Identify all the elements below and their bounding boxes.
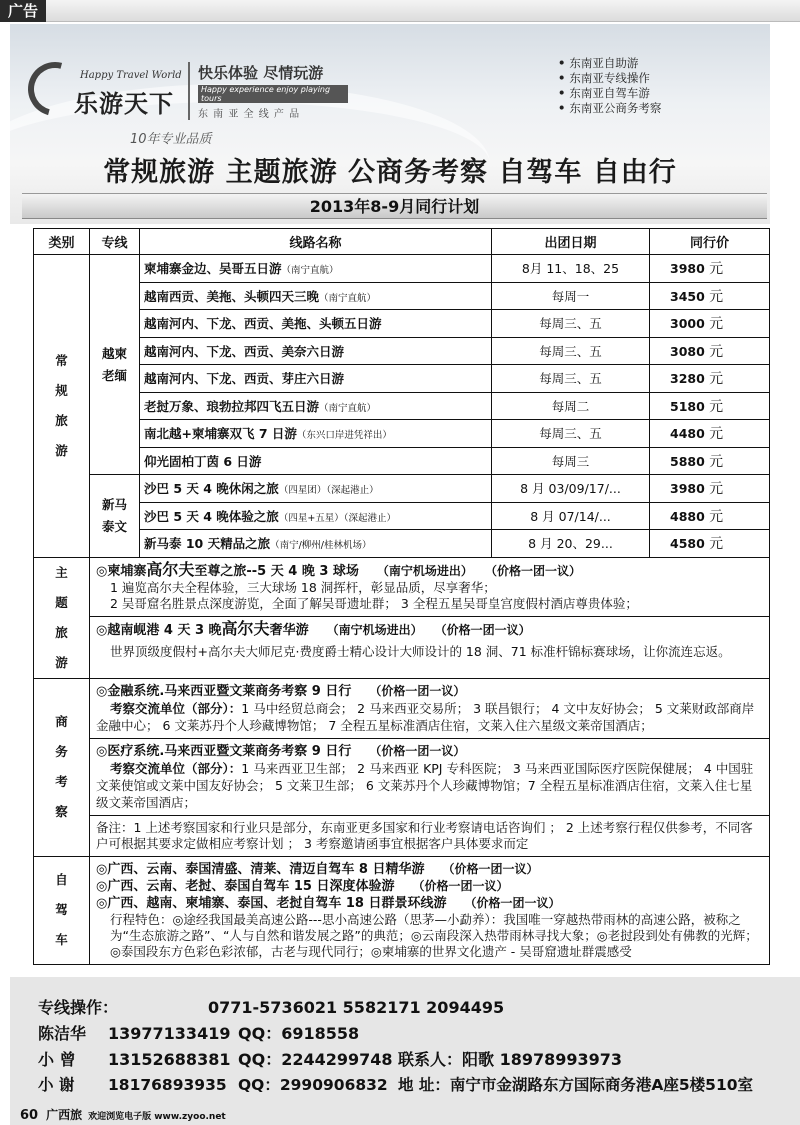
departure-date: 每周三、五 [492,310,650,338]
table-row [34,282,770,310]
route-name: 柬埔寨金边、吴哥五日游（南宁直航） [140,255,492,283]
theme-title-1: ◎柬埔寨高尔夫至尊之旅--5 天 4 晚 3 球场 （南宁机场进出） （价格一团一议） [96,559,581,579]
page-footer [20,1106,320,1123]
route-name: 越南西贡、美拖、头顿四天三晚（南宁直航） [140,282,492,310]
header-line: 专线 [90,229,140,255]
table-row [34,392,770,420]
logo-chinese: 乐游天下 [74,90,174,118]
category-selfdrive: 自 驾 车 [34,856,90,964]
peer-price: 5880 元 [650,447,770,475]
departure-date: 8 月 20、29... [492,530,650,558]
departure-date: 每周三、五 [492,337,650,365]
slogan-sub: 东 南 亚 全 线 产 品 [198,109,301,120]
header-route: 线路名称 [140,229,492,255]
service-item: • 东南亚公商务考察 [558,101,661,116]
theme-detail-2: 2 吴哥窟名胜景点深度游览，全面了解吴哥遗址群； 3 全程五星吴哥皇宫度假村酒店尊贵体验； [110,595,638,611]
departure-date: 每周二 [492,392,650,420]
table-row [34,447,770,475]
selfdrive-section [34,856,770,964]
departure-date: 每周三 [492,447,650,475]
peer-price: 5180 元 [650,392,770,420]
slogan-main: 快乐体验 尽情玩游 [198,64,324,82]
contact-row-2: 小 曾 13152688381 QQ：2244299748 联系人：阳歌 18978993973 [38,1050,623,1069]
departure-date: 8 月 03/09/17/... [492,475,650,503]
peer-price: 3280 元 [650,365,770,393]
header-category: 类别 [34,229,90,255]
page-number: 60 [20,1108,39,1123]
selfdrive-route-1: ◎广西、云南、泰国清盛、清莱、清迈自驾车 8 日精华游 （价格一团一议） [96,861,539,877]
peer-price: 4480 元 [650,420,770,448]
business-title-2: ◎医疗系统.马来西亚暨文莱商务考察 9 日行 （价格一团一议） [96,743,466,759]
service-list [558,56,661,116]
route-name: 沙巴 5 天 4 晚休闲之旅（四星团）（深起港止） [140,475,492,503]
business-detail-1: 考察交流单位（部分）：1 马中经贸总商会； 2 马来西亚交易所； 3 联昌银行； 4 文中友好协会； 5 文莱财政部商岸金融中心； 6 文莱苏丹个人珍藏博物馆； 7 全程五星标准酒店住宿，文莱入住六星级文莱帝国酒店； [96,700,755,733]
website-link[interactable]: 欢迎浏览电子版 www.zyoo.net [88,1112,226,1122]
business-title-1: ◎金融系统.马来西亚暨文莱商务考察 9 日行 （价格一团一议） [96,683,466,699]
business-block [90,678,770,856]
plan-title: 2013年8-9月同行计划 [22,193,767,219]
theme-block [90,557,770,678]
service-item: • 东南亚自助游 [558,56,661,71]
table-row [34,502,770,530]
contact-row-1: 陈洁华 13977133419 QQ：6918558 [38,1024,360,1043]
contact-footer [10,977,800,1125]
table-row [34,530,770,558]
header-date: 出团日期 [492,229,650,255]
route-name: 越南河内、下龙、西贡、美奈六日游 [140,337,492,365]
departure-date: 8 月 07/14/... [492,502,650,530]
peer-price: 3980 元 [650,255,770,283]
table-row [34,365,770,393]
route-name: 仰光固柏丁茵 6 日游 [140,447,492,475]
peer-price: 3450 元 [650,282,770,310]
route-name: 越南河内、下龙、西贡、美拖、头顿五日游 [140,310,492,338]
peer-price: 4880 元 [650,502,770,530]
service-item: • 东南亚专线操作 [558,71,661,86]
departure-date: 每周三、五 [492,365,650,393]
peer-price: 3000 元 [650,310,770,338]
departure-date: 每周一 [492,282,650,310]
slogan-english: Happy experience enjoy playing tours [198,85,348,103]
peer-price: 3080 元 [650,337,770,365]
table-row [34,255,770,283]
line-vietnam: 越柬 老缅 [90,255,140,475]
route-name: 南北越+柬埔寨双飞 7 日游（东兴口岸进凭祥出） [140,420,492,448]
route-name: 新马泰 10 天精品之旅（南宁/柳州/桂林机场） [140,530,492,558]
category-theme: 主 题 旅 游 [34,557,90,678]
selfdrive-route-2: ◎广西、云南、老挝、泰国自驾车 15 日深度体验游 （价格一团一议） [96,878,509,894]
route-name: 老挝万象、琅勃拉邦四飞五日游（南宁直航） [140,392,492,420]
departure-date: 每周三、五 [492,420,650,448]
category-business: 商 务 考 察 [34,678,90,856]
itinerary-table [33,228,770,965]
service-item: • 东南亚自驾车游 [558,86,661,101]
publisher-name: 广西旅 [46,1108,83,1122]
contact-row-3: 小 谢 18176893935 QQ：2990906832 地 址：南宁市金湖路东方国际商务港A座5楼510室 [38,1076,754,1094]
category-regular: 常 规 旅 游 [34,255,90,558]
hotline-numbers: 0771-5736021 5582171 2094495 [208,998,505,1017]
route-name: 越南河内、下龙、西贡、芽庄六日游 [140,365,492,393]
logo-english: Happy Travel World [80,70,182,81]
table-row [34,420,770,448]
quality-tagline: 10年专业品质 [130,132,212,147]
table-header-row [34,229,770,255]
table-row [34,337,770,365]
theme-detail-3: 世界顶级度假村+高尔夫大师尼克·费度爵士精心设计大师设计的 18 洞、71 标准杆锦标赛球场，让你流连忘返。 [110,643,731,659]
business-section [34,678,770,856]
theme-title-2: ◎越南岘港 4 天 3 晚高尔夫奢华游 （南宁机场进出） （价格一团一议） [96,618,531,638]
departure-date: 8月 11、18、25 [492,255,650,283]
line-xinma: 新马 泰文 [90,475,140,558]
table-row [34,475,770,503]
peer-price: 4580 元 [650,530,770,558]
route-name: 沙巴 5 天 4 晚体验之旅（四星+五星）（深起港止） [140,502,492,530]
top-bar [0,0,800,22]
table-row [34,310,770,338]
ad-tag: 广告 [0,0,46,22]
selfdrive-route-3: ◎广西、越南、柬埔寨、泰国、老挝自驾车 18 日群景环线游 （价格一团一议） [96,895,561,911]
peer-price: 3980 元 [650,475,770,503]
business-remark: 备注：1 上述考察国家和行业只是部分，东南亚更多国家和行业考察请电话咨询们 ； 2 上述考察行程仅供参考，不同客户可根据其要求定做相应考察计划 ； 3 考察邀请函事宜根据客户具体要求而定 [96,819,753,851]
selfdrive-block [90,856,770,964]
selfdrive-features: 行程特色：◎途经我国最美高速公路---思小高速公路（思茅—小勐养）：我国唯一穿越热带雨林的高速公路，被称之为“生态旅游之路”、“人与自然和谐发展之路”的典范；◎云南段深入热带雨林寻找大象；◎老挝段到处有佛教的光辉；◎泰国段东方色彩色彩浓郁，古老与现代同行；◎柬埔寨的世界文化遗产 - 吴哥窟遗址群震感受 [110,911,758,959]
business-detail-2: 考察交流单位（部分）：1 马来西亚卫生部； 2 马来西亚 KPJ 专科医院； 3 马来西亚国际医疗医院保健展； 4 中国驻文莱使馆或文莱中国友好协会； 5 文莱卫生部； 6 文莱苏丹个人珍藏博物馆；7 全程五星标准酒店住宿，文莱入住七星级文莱帝国酒店； [96,760,754,810]
hotline-row: 专线操作： 0771-5736021 5582171 2094495 [38,998,505,1017]
headline: 常规旅游 主题旅游 公商务考察 自驾车 自由行 [103,157,677,188]
theme-section [34,557,770,678]
header-price: 同行价 [650,229,770,255]
company-logo [28,62,188,122]
slogan-block [188,62,348,120]
theme-detail-1: 1 遍览高尔夫全程体验，三大球场 18 洞挥杆，彰显品质，尽享奢华； [110,579,496,595]
